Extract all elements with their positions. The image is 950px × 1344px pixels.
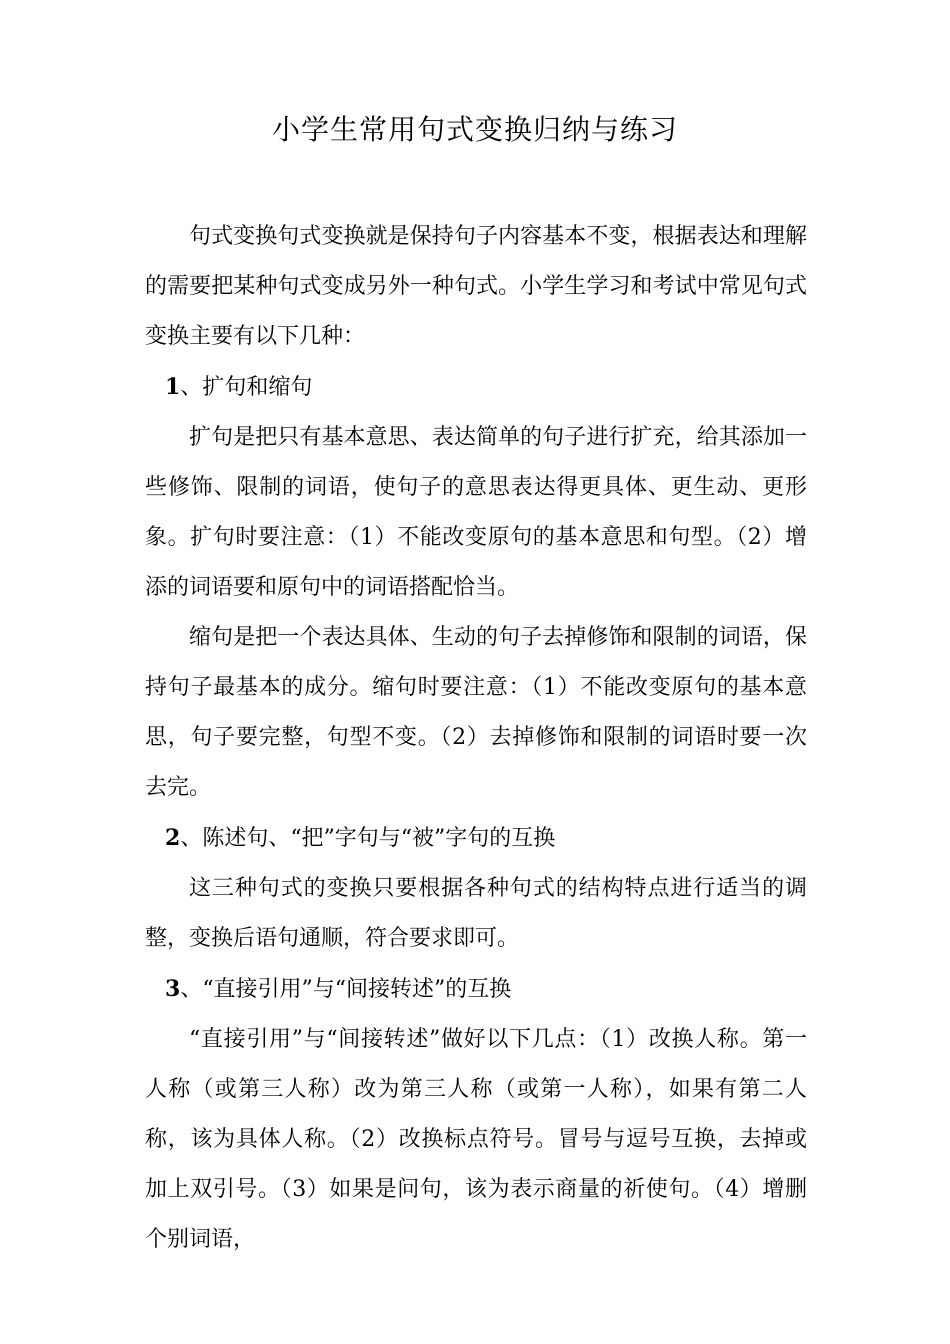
body-paragraph: 扩句是把只有基本意思、表达简单的句子进行扩充，给其添加一些修饰、限制的词语，使句子的意思表达得更具体、更生动、更形象。扩句时要注意：（1）不能改变原句的基本意思和句型。（2）增添的词语要和原句中的词语搭配恰当。 (145, 425, 807, 600)
body-paragraph: 缩句是把一个表达具体、生动的句子去掉修饰和限制的词语，保持句子最基本的成分。缩句时要注意：（1）不能改变原句的基本意思，句子要完整，句型不变。（2）去掉修饰和限制的词语时要一次去完。 (145, 625, 807, 800)
section-number: 2 (165, 825, 181, 851)
section-heading-2 (145, 813, 807, 864)
intro-paragraph: 句式变换句式变换就是保持句子内容基本不变，根据表达和理解的需要把某种句式变成另外一种句式。小学生学习和考试中常见句式变换主要有以下几种： (145, 224, 807, 349)
section-heading-text: 、陈述句、“把”字句与“被”字句的互换 (180, 826, 556, 851)
document-body (145, 212, 807, 1265)
section-number: 1 (165, 374, 181, 400)
section-number: 3 (165, 976, 181, 1002)
body-paragraph: “直接引用”与“间接转述”做好以下几点：（1）改换人称。第一人称（或第三人称）改为第三人称（或第一人称），如果有第二人称，该为具体人称。（2）改换标点符号。冒号与逗号互换，去掉或加上双引号。（3）如果是问句，该为表示商量的祈使句。（4）增删个别词语， (145, 1027, 807, 1252)
section-heading-3 (145, 964, 807, 1015)
section-heading-1 (145, 362, 807, 413)
body-paragraph: 这三种句式的变换只要根据各种句式的结构特点进行适当的调整，变换后语句通顺，符合要求即可。 (145, 876, 807, 951)
section-heading-text: 、“直接引用”与“间接转述”的互换 (180, 977, 512, 1002)
section-heading-text: 、扩句和缩句 (180, 375, 313, 400)
page-title: 小学生常用句式变换归纳与练习 (271, 113, 678, 146)
